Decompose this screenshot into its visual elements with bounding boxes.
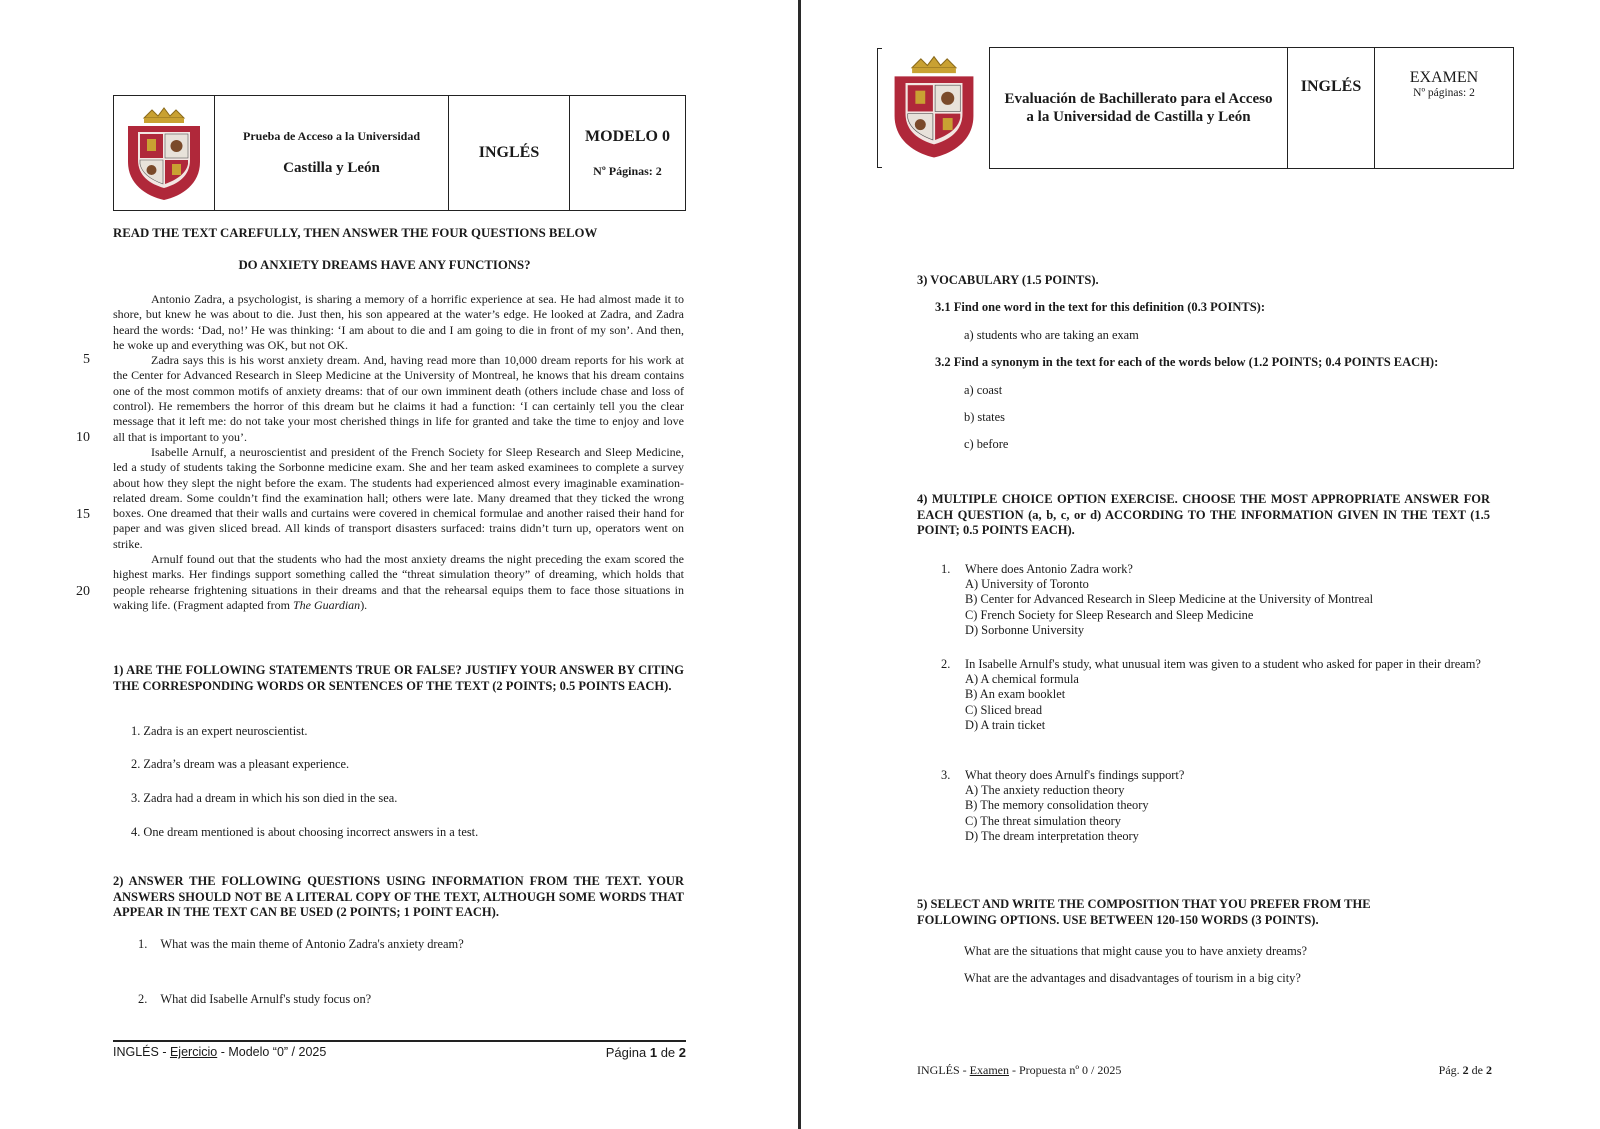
q4-q1-number: 1.	[941, 562, 951, 576]
q4-q1-option-c: C) French Society for Sleep Research and Sleep Medicine	[965, 607, 1254, 622]
model-cell	[570, 96, 685, 210]
q4-q2-option-a: A) A chemical formula	[965, 672, 1079, 687]
footer2-page-num: 2	[1462, 1063, 1469, 1077]
q3-sub2-heading: 3.2 Find a synonym in the text for each of the words below (1.2 POINTS; 0.4 POINTS EACH):	[935, 355, 1439, 369]
footer2-type: Examen	[969, 1063, 1009, 1077]
paragraph-4	[113, 552, 684, 613]
question3-heading: 3) VOCABULARY (1.5 POINTS).	[917, 273, 1099, 287]
line-number-5: 5	[83, 352, 90, 367]
q4-question-1	[941, 562, 1501, 638]
q4-q2-option-b: B) An exam booklet	[965, 687, 1066, 702]
exam-title-cell	[990, 48, 1288, 168]
q1-item-3: 3. Zadra had a dream in which his son died in the sea.	[131, 791, 398, 805]
q1-item-4: 4. One dream mentioned is about choosing incorrect answers in a test.	[131, 825, 479, 839]
q4-q3-option-c: C) The threat simulation theory	[965, 813, 1121, 828]
q4-q1-option-d: D) Sorbonne University	[965, 622, 1085, 637]
paragraph-1: Antonio Zadra, a psychologist, is sharing a memory of a horrific experience at sea. He had almost made it to shore, but knew he was about to die. Just then, his son appeared at the water’s edge. He looked at Zadra, and Zadra heard the words: ‘Dad, no!’ He was thinking: ‘I am about to die and I am going to die in front of my son’. And then, he woke up and everything was OK, but not OK.	[113, 292, 684, 352]
q4-q1-option-a: A) University of Toronto	[965, 577, 1089, 592]
q3-sub2-item-a: a) coast	[964, 383, 1003, 397]
exam-title: Evaluación de Bachillerato para el Acceso a la Universidad de Castilla y León	[1004, 90, 1273, 125]
paragraph-4-text: Arnulf found out that the students who had the most anxiety dreams the night preceding the exam scored the highest marks. Her findings support something called the “threat simulation theory” of dreaming, which holds that people rehearse frightening situations in their dreams and that the rehearsal equips them to face those situations in waking life. (Fragment adapted from	[113, 552, 684, 612]
question2-heading: 2) ANSWER THE FOLLOWING QUESTIONS USING INFORMATION FROM THE TEXT. YOUR ANSWERS SHOULD NOT BE A LITERAL COPY OF THE TEXT, ALTHOUGH SOME WORDS THAT APPEAR IN THE TEXT CAN BE USED (2 POINTS; 1 POINT EACH).	[113, 874, 684, 919]
model-label: MODELO 0	[585, 127, 670, 145]
footer-page-num: 1	[649, 1045, 658, 1060]
line-number-10: 10	[76, 430, 90, 445]
footer2-subject: INGLÉS -	[917, 1063, 970, 1077]
question1-heading: 1) ARE THE FOLLOWING STATEMENTS TRUE OR FALSE? JUSTIFY YOUR ANSWER BY CITING THE CORRESPONDING WORDS OR SENTENCES OF THE TEXT (2 POINTS; 0.5 POINTS EACH).	[113, 663, 684, 693]
pages-label: Nº Páginas: 2	[593, 163, 662, 178]
pages-label-2: Nº páginas: 2	[1413, 87, 1475, 99]
line-number-20: 20	[76, 584, 90, 599]
institution-line2: Castilla y León	[283, 160, 380, 176]
q4-q3-option-d: D) The dream interpretation theory	[965, 828, 1139, 843]
footer-page-total: 2	[678, 1045, 686, 1060]
q4-question-2	[941, 657, 1501, 733]
exam-label: EXAMEN	[1409, 69, 1479, 86]
q4-q2-text: In Isabelle Arnulf's study, what unusual item was given to a student who asked for paper in their dream?	[965, 657, 1481, 671]
footer-of: de	[657, 1045, 679, 1060]
page1-header-table	[113, 95, 686, 211]
q4-q2-option-d: D) A train ticket	[965, 717, 1046, 732]
q1-item-2: 2. Zadra’s dream was a pleasant experience.	[131, 757, 350, 771]
institution-line1: Prueba de Acceso a la Universidad	[243, 129, 420, 143]
q2-item-2-text: What did Isabelle Arnulf's study focus on?	[160, 992, 372, 1006]
q4-q3-option-a: A) The anxiety reduction theory	[965, 783, 1125, 798]
q3-sub2-item-c: c) before	[964, 437, 1009, 451]
footer2-of: de	[1468, 1063, 1486, 1077]
exam-page-2	[802, 0, 1600, 1129]
subject-cell	[449, 96, 570, 210]
footer-subject: INGLÉS -	[113, 1045, 170, 1059]
subject-label: INGLÉS	[478, 144, 540, 161]
q2-item-1	[138, 937, 464, 952]
footer2-page-word: Pág.	[1438, 1063, 1463, 1077]
q4-q2-number: 2.	[941, 657, 951, 671]
page2-crest	[884, 44, 984, 168]
institution-cell	[215, 96, 449, 210]
exam-cell	[1375, 48, 1513, 168]
q4-q2-option-c: C) Sliced bread	[965, 702, 1043, 717]
question4-heading: 4) MULTIPLE CHOICE OPTION EXERCISE. CHOOSE THE MOST APPROPRIATE ANSWER FOR EACH QUESTION (a, b, c, or d) ACCORDING TO THE INFORMATION GIVEN IN THE TEXT (1.5 POINT; 0.5 POINTS EACH).	[917, 492, 1490, 537]
footer2-page-total: 2	[1486, 1063, 1492, 1077]
q4-q3-option-b: B) The memory consolidation theory	[965, 798, 1149, 813]
q4-q3-number: 3.	[941, 768, 951, 782]
question5-heading: 5) SELECT AND WRITE THE COMPOSITION THAT YOU PREFER FROM THE FOLLOWING OPTIONS. USE BETWEEN 120-150 WORDS (3 POINTS).	[917, 897, 1371, 927]
q4-q3-stem	[941, 768, 1501, 783]
q2-item-1-text: What was the main theme of Antonio Zadra's anxiety dream?	[160, 937, 464, 951]
q3-sub2-item-b: b) states	[964, 410, 1005, 424]
q4-q3-text: What theory does Arnulf's findings support?	[965, 768, 1185, 782]
q5-option-2: What are the advantages and disadvantages of tourism in a big city?	[964, 971, 1301, 985]
footer-page-word: Página	[605, 1045, 650, 1060]
university-crest-icon	[888, 46, 980, 166]
q4-q1-text: Where does Antonio Zadra work?	[965, 562, 1133, 576]
subject-cell-2	[1288, 48, 1375, 168]
crest-cell	[114, 96, 215, 210]
reading-text	[113, 292, 684, 613]
paragraph-2: Zadra says this is his worst anxiety dream. And, having read more than 10,000 dream reports for his work at the Center for Advanced Research in Sleep Medicine at the University of Montreal, he knows that his dream contains one of the most common motifs of anxiety dreams: that of our own imminent death (others include chase and loss of control). He remembers the horror of this dream but he claims it had a function: ‘I can certainly tell you the clear message that it left me: do not take your most cherished things in life for granted and take the time to enjoy and love all that is important to you’.	[113, 353, 684, 444]
text-title: DO ANXIETY DREAMS HAVE ANY FUNCTIONS?	[238, 258, 531, 272]
q2-item-1-number: 1.	[138, 937, 148, 951]
q4-q1-stem	[941, 562, 1501, 577]
page1-footer-right	[560, 1045, 686, 1060]
q4-q1-option-b: B) Center for Advanced Research in Sleep Medicine at the University of Montreal	[965, 592, 1374, 607]
subject-label-2: INGLÉS	[1300, 78, 1362, 95]
footer-type: Ejercicio	[169, 1045, 218, 1059]
page2-footer-right	[1382, 1063, 1492, 1078]
q3-sub1-heading: 3.1 Find one word in the text for this definition (0.3 POINTS):	[935, 300, 1265, 314]
source-end: ).	[360, 597, 368, 612]
page2-footer-left	[917, 1063, 1121, 1078]
page2-header-table	[989, 47, 1514, 169]
footer-model: - Modelo “0” / 2025	[217, 1045, 327, 1059]
crest-bracket	[877, 48, 882, 168]
q2-item-2	[138, 992, 371, 1007]
university-crest-icon	[122, 104, 206, 202]
page1-footer-left	[113, 1045, 326, 1059]
q5-option-1: What are the situations that might cause you to have anxiety dreams?	[964, 944, 1308, 958]
paragraph-3: Isabelle Arnulf, a neuroscientist and president of the French Society for Sleep Research and Sleep Medicine, led a study of students taking the Sorbonne medicine exam. She and her team asked examinees to complete a survey about how they slept the night before the exam. The students had experienced almost every imaginable examination-related dream. Some couldn’t find the examination hall; others were late. Many dreamed that they ticked the wrong boxes. One dreamed that their walls and curtains were covered in chemical formulae and another raised their hand for paper and was given sliced bread. All kinds of transport disasters surfaced: trains didn’t turn up, operators went on strike.	[113, 444, 684, 551]
instruction-heading: READ THE TEXT CAREFULLY, THEN ANSWER THE FOUR QUESTIONS BELOW	[113, 226, 598, 240]
exam-page-1	[0, 0, 798, 1129]
q4-question-3	[941, 768, 1501, 844]
q1-item-1: 1. Zadra is an expert neuroscientist.	[131, 724, 308, 738]
q2-item-2-number: 2.	[138, 992, 148, 1006]
line-number-15: 15	[76, 507, 90, 522]
q3-sub1-item: a) students who are taking an exam	[964, 328, 1139, 342]
page1-footer-rule	[113, 1040, 686, 1042]
source-name: The Guardian	[292, 597, 361, 612]
page-divider	[798, 0, 801, 1129]
footer2-proposal: - Propuesta nº 0 / 2025	[1009, 1063, 1122, 1077]
q4-q2-stem	[941, 657, 1501, 672]
